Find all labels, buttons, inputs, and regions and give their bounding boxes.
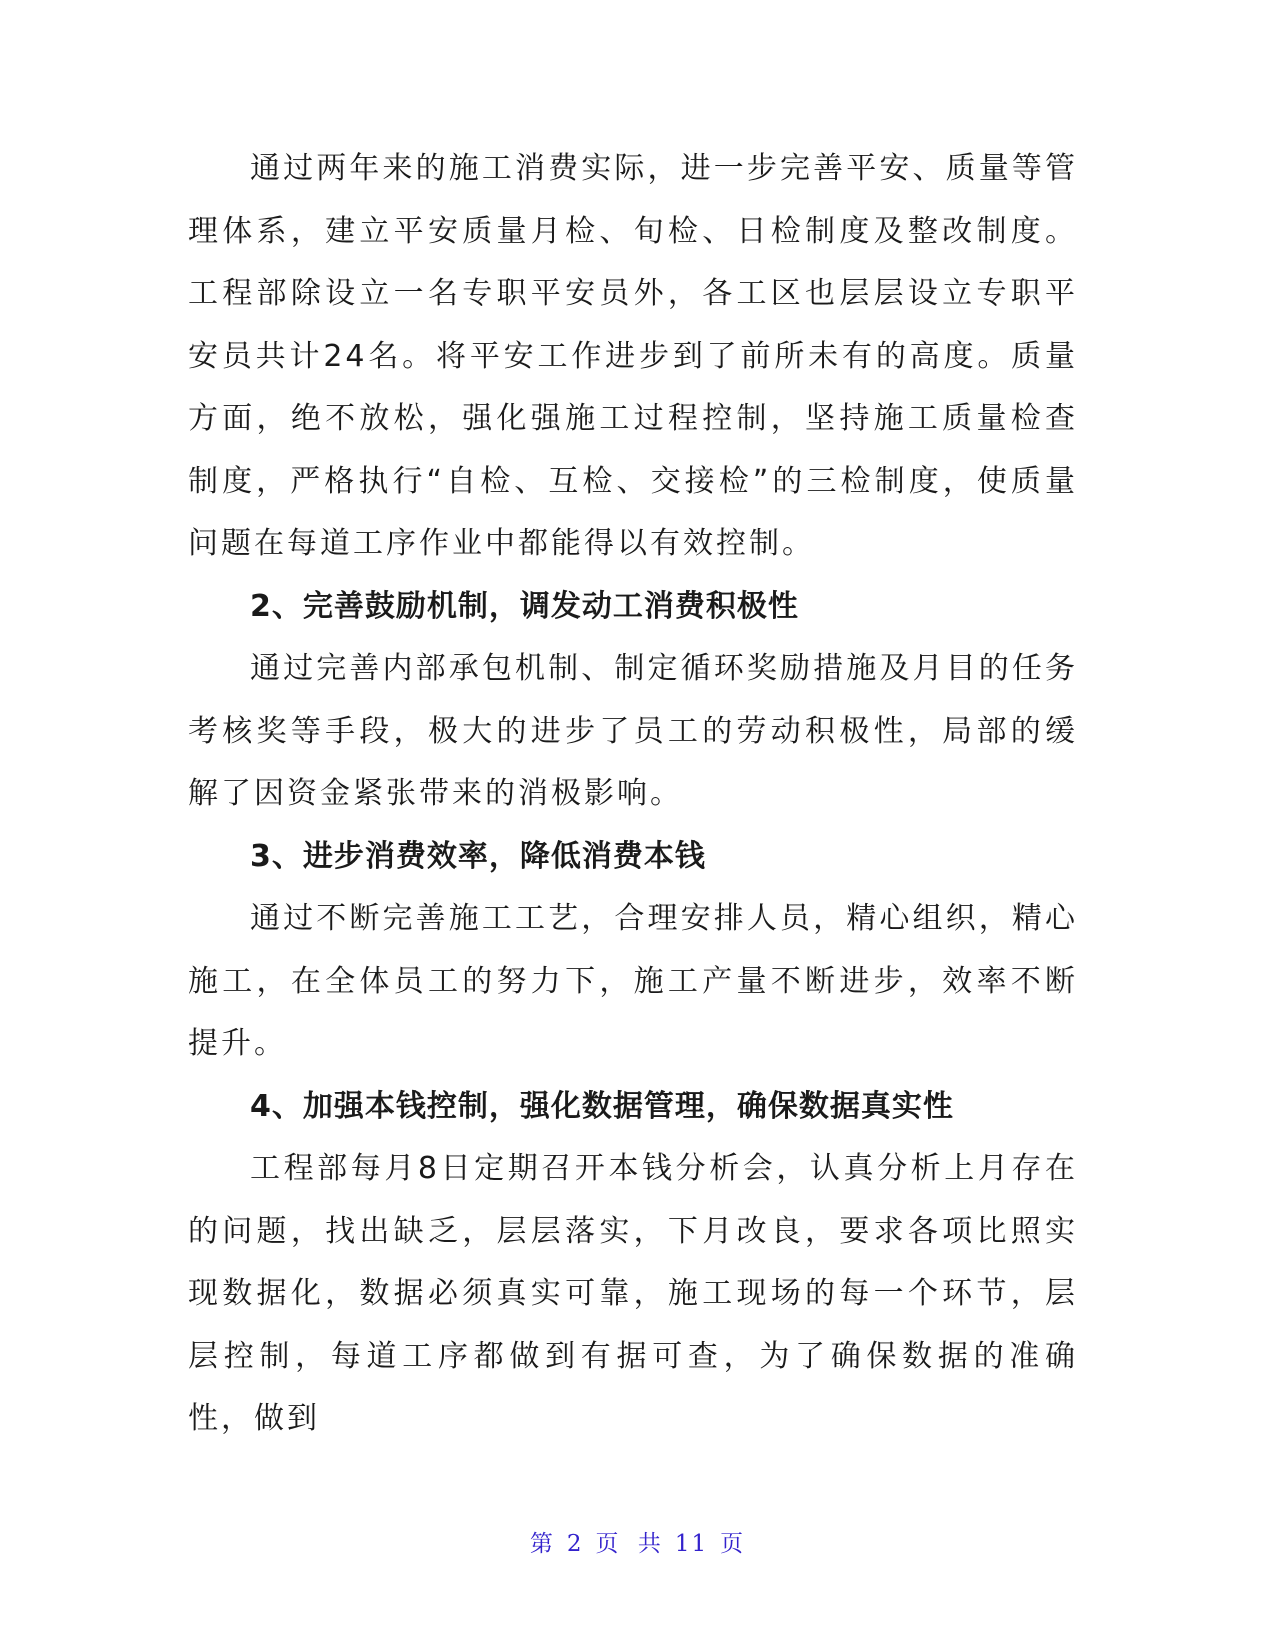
heading-incentive-mechanism: 2、完善鼓励机制，调发动工消费积极性 — [250, 588, 799, 624]
footer-prefix: 第 — [529, 1531, 555, 1557]
page-footer — [0, 1525, 1275, 1558]
heading-efficiency: 3、进步消费效率，降低消费本钱 — [250, 838, 706, 874]
paragraph-quality-safety: 通过两年来的施工消费实际，进一步完善平安、质量等管理体系，建立平安质量月检、旬检、日检制度及整改制度。工程部除设立一名专职平安员外，各工区也层层设立专职平安员共计24名。将平安工作进步到了前所未有的高度。质量方面，绝不放松，强化强施工过程控制，坚持施工质量检查制度，严格执行“自检、互检、交接检”的三检制度，使质量问题在每道工序作业中都能得以有效控制。 — [188, 151, 1078, 561]
paragraph-cost-control: 工程部每月8日定期召开本钱分析会，认真分析上月存在的问题，找出缺乏，层层落实，下月改良，要求各项比照实现数据化，数据必须真实可靠，施工现场的每一个环节，层层控制，每道工序都做到有据可查，为了确保数据的准确性，做到 — [188, 1151, 1078, 1436]
footer-suffix: 页 — [720, 1531, 746, 1557]
footer-middle: 页 共 — [595, 1531, 663, 1557]
paragraph-efficiency: 通过不断完善施工工艺，合理安排人员，精心组织，精心施工，在全体员工的努力下，施工产量不断进步，效率不断提升。 — [188, 901, 1078, 1061]
paragraph-incentive-mechanism: 通过完善内部承包机制、制定循环奖励措施及月目的任务考核奖等手段，极大的进步了员工的劳动积极性，局部的缓解了因资金紧张带来的消极影响。 — [188, 651, 1078, 811]
footer-page-number: 2 — [566, 1531, 584, 1557]
document-body — [188, 138, 1078, 1451]
heading-cost-control: 4、加强本钱控制，强化数据管理，确保数据真实性 — [250, 1088, 954, 1124]
footer-total-pages: 11 — [674, 1531, 709, 1557]
